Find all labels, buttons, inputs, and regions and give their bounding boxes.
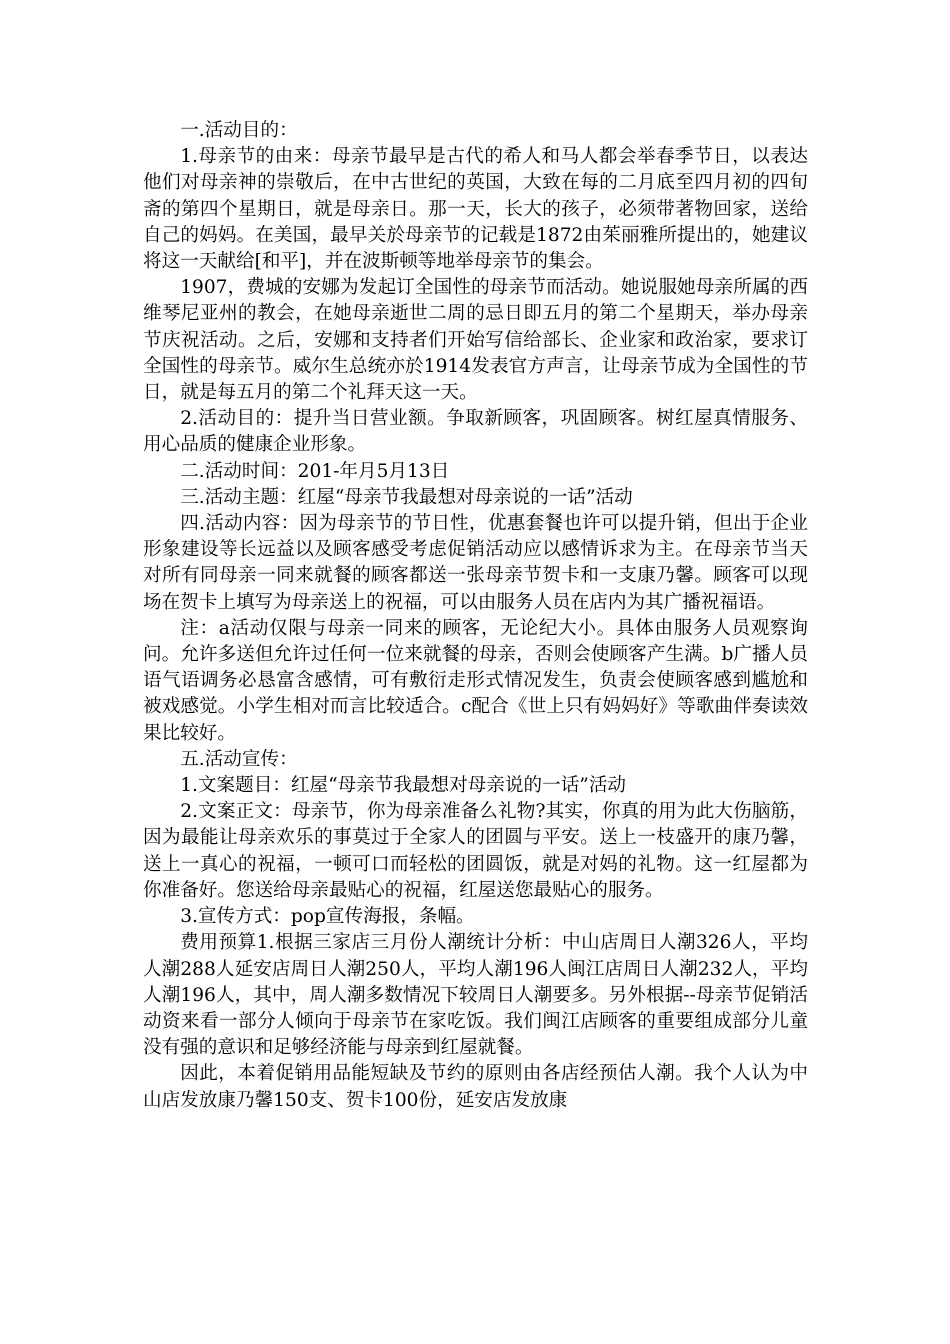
paragraph-activity-theme: 三.活动主题：红屋“母亲节我最想对母亲说的一话”活动 xyxy=(180,486,633,508)
paragraph-activity-content: 四.活动内容：因为母亲节的节日性，优惠套餐也许可以提升销，但出于企业形象建设等长远益以及顾客感受考虑促销活动应以感情诉求为主。在母亲节当天对所有同母亲一同来就餐的顾客都送一张母亲节贺卡和一支康乃馨。顾客可以现场在贺卡上填写为母亲送上的祝福，可以由服务人员在店内为其广播祝福语。 xyxy=(143,513,808,613)
paragraph-notes: 注：a活动仅限与母亲一同来的顾客，无论纪大小。具体由服务人员观察询问。允许多送但允许过任何一位来就餐的母亲，否则会使顾客产生满。b广播人员语气语调务必恳富含感情，可有敷衍走形式情况发生，负责会使顾客感到尴尬和被戏感觉。小学生相对而言比较适合。c配合《世上只有妈妈好》等歌曲伴奏读效果比较好。 xyxy=(143,617,808,744)
heading-activity-purpose: 一.活动目的： xyxy=(180,120,298,141)
paragraph-promotion-method: 3.宣传方式：pop宣传海报，条幅。 xyxy=(180,906,475,928)
paragraph-copy-title: 1.文案题目：红屋“母亲节我最想对母亲说的一话”活动 xyxy=(180,775,627,797)
heading-activity-promotion: 五.活动宣传： xyxy=(180,748,298,770)
document-page xyxy=(143,118,808,1114)
paragraph-conclusion: 因此，本着促销用品能短缺及节约的原则由各店经预估人潮。我个人认为中山店发放康乃馨150支、贺卡100份，延安店发放康 xyxy=(143,1063,808,1111)
paragraph-mothers-day-origin: 1.母亲节的由来：母亲节最早是古代的希人和马人都会举春季节日，以表达他们对母亲神的崇敬后，在中古世纪的英国，大致在每的二月底至四月初的四旬斋的第四个星期日，就是母亲日。那一天，长大的孩子，必须带著物回家，送给自己的妈妈。在美国，最早关於母亲节的记载是1872由茱丽雅所提出的，她建议将这一天献给[和平]，并在波斯顿等地举母亲节的集会。 xyxy=(143,146,808,273)
paragraph-copy-body: 2.文案正文：母亲节，你为母亲准备么礼物?其实，你真的用为此大伤脑筋，因为最能让母亲欢乐的事莫过于全家人的团圆与平安。送上一枝盛开的康乃馨，送上一真心的祝福，一顿可口而轻松的团圆饭，就是对妈的礼物。这一红屋都为你准备好。您送给母亲最贴心的祝福，红屋送您最贴心的服务。 xyxy=(143,801,808,901)
paragraph-budget: 费用预算1.根据三家店三月份人潮统计分析：中山店周日人潮326人，平均人潮288人延安店周日人潮250人，平均人潮196人闽江店周日人潮232人，平均人潮196人，其中，周人潮多数情况下较周日人潮要多。另外根据--母亲节促销活动资来看一部分人倾向于母亲节在家吃饭。我们闽江店顾客的重要组成部分儿童没有强的意识和足够经济能与母亲到红屋就餐。 xyxy=(143,932,808,1059)
paragraph-activity-time: 二.活动时间：201-年月5月13日 xyxy=(180,460,450,482)
paragraph-anna-history: 1907，费城的安娜为发起订全国性的母亲节而活动。她说服她母亲所属的西维琴尼亚州的教会，在她母亲逝世二周的忌日即五月的第二个星期天，举办母亲节庆祝活动。之后，安娜和支持者们开始写信给部长、企业家和政治家，要求订全国性的母亲节。威尔生总统亦於1914发表官方声言，让母亲节成为全国性的节日，就是每五月的第二个礼拜天这一天。 xyxy=(143,277,808,404)
paragraph-activity-goal: 2.活动目的：提升当日营业额。争取新顾客，巩固顾客。树红屋真情服务、用心品质的健康企业形象。 xyxy=(143,408,808,456)
